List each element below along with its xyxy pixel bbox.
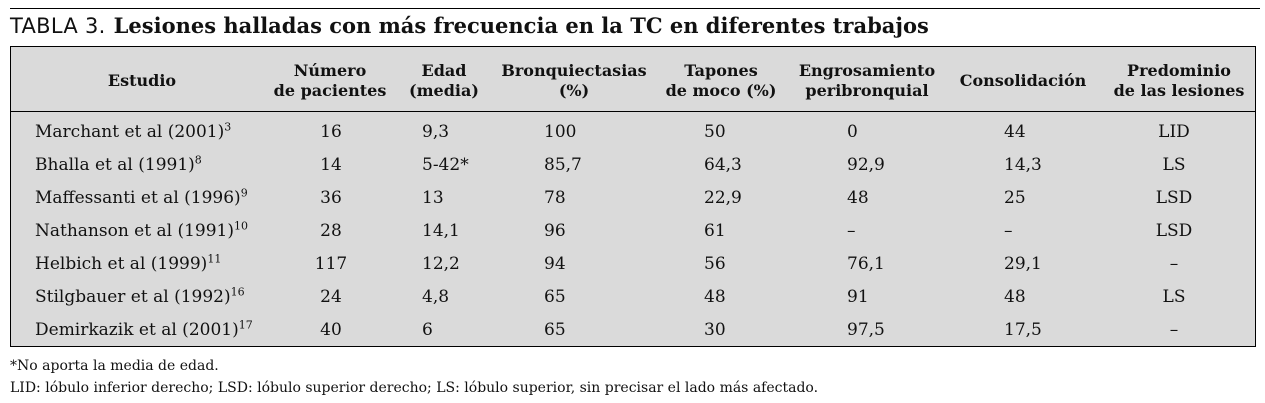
cell-consol: 29,1 [1004,254,1042,274]
header-line: Estudio [107,71,177,90]
cell-pred: LS [1162,155,1186,175]
cell-pacientes: 40 [320,320,342,340]
cell-edad: 12,2 [422,254,460,274]
cell-pred: – [1169,320,1179,340]
reference-number: 8 [194,153,202,167]
cell-bronq: 65 [544,320,566,340]
cell-consol: 25 [1004,188,1026,208]
cell-tapones: 22,9 [704,188,742,208]
row-estudio [35,319,253,341]
header-line: Número [293,61,367,80]
footnote-age: *No aporta la media de edad. [10,358,219,374]
cell-pacientes: 117 [314,254,348,274]
cell-pred: LID [1158,122,1190,142]
header-separator [11,111,1255,112]
reference-number: 17 [238,318,253,332]
footnote-abbreviations: LID: lóbulo inferior derecho; LSD: lóbulo superior derecho; LS: lóbulo superior, sin precisar el lado más afectado. [10,380,819,396]
table-label: TABLA 3. [10,14,106,38]
estudio-name: Marchant et al (2001) [35,122,225,142]
reference-number: 3 [224,120,232,134]
row-estudio [35,187,248,209]
estudio-name: Nathanson et al (1991) [35,221,234,241]
top-rule [10,8,1260,9]
cell-consol: 17,5 [1004,320,1042,340]
estudio-name: Demirkazik et al (2001) [35,320,239,340]
cell-bronq: 85,7 [544,155,582,175]
cell-engros: 92,9 [847,155,885,175]
cell-bronq: 96 [544,221,566,241]
header-line: Predominio [1127,61,1231,80]
cell-bronq: 65 [544,287,566,307]
header-line: de pacientes [273,81,387,100]
cell-pacientes: 14 [320,155,342,175]
cell-engros: – [847,221,856,241]
cell-edad: 14,1 [422,221,460,241]
row-estudio [35,154,202,176]
cell-edad: 4,8 [422,287,450,307]
table-title [10,13,929,39]
header-predominio [1089,61,1265,101]
cell-pacientes: 28 [320,221,342,241]
header-line: Consolidación [959,71,1087,90]
header-line: (media) [409,81,479,100]
cell-tapones: 56 [704,254,726,274]
cell-tapones: 48 [704,287,726,307]
estudio-name: Bhalla et al (1991) [35,155,195,175]
row-estudio [35,286,245,308]
cell-consol: 44 [1004,122,1026,142]
header-line: Bronquiectasias [501,61,647,80]
reference-number: 10 [234,219,248,233]
header-line: (%) [558,81,590,100]
cell-tapones: 30 [704,320,726,340]
estudio-name: Stilgbauer et al (1992) [35,287,231,307]
cell-engros: 76,1 [847,254,885,274]
cell-bronq: 78 [544,188,566,208]
header-line: Engrosamiento [798,61,936,80]
cell-engros: 0 [847,122,858,142]
row-estudio [35,253,221,275]
header-line: de las lesiones [1113,81,1245,100]
cell-pred: LSD [1155,188,1193,208]
cell-edad: 9,3 [422,122,450,142]
cell-bronq: 94 [544,254,566,274]
header-line: Edad [421,61,467,80]
row-estudio [35,220,248,242]
cell-pacientes: 16 [320,122,342,142]
cell-engros: 97,5 [847,320,885,340]
cell-edad: 6 [422,320,433,340]
header-consolidacion [933,71,1113,91]
cell-tapones: 61 [704,221,726,241]
cell-pred: – [1169,254,1179,274]
reference-number: 9 [240,186,248,200]
estudio-name: Helbich et al (1999) [35,254,208,274]
cell-edad: 5-42* [422,155,469,175]
header-line: peribronquial [805,81,929,100]
header-estudio [52,71,232,91]
cell-pacientes: 36 [320,188,342,208]
cell-edad: 13 [422,188,444,208]
header-engrosamiento [777,61,957,101]
cell-engros: 48 [847,188,869,208]
cell-pred: LS [1162,287,1186,307]
cell-pacientes: 24 [320,287,342,307]
header-line: de moco (%) [665,81,777,100]
cell-consol: 14,3 [1004,155,1042,175]
reference-number: 16 [230,285,245,299]
header-line: Tapones [684,61,758,80]
reference-number: 11 [207,252,222,266]
cell-tapones: 64,3 [704,155,742,175]
data-table [10,46,1256,347]
cell-bronq: 100 [544,122,577,142]
cell-consol: – [1004,221,1013,241]
cell-tapones: 50 [704,122,726,142]
table-caption: Lesiones halladas con más frecuencia en la TC en diferentes trabajos [113,13,929,38]
row-estudio [35,121,231,143]
cell-pred: LSD [1155,221,1193,241]
estudio-name: Maffessanti et al (1996) [35,188,241,208]
cell-engros: 91 [847,287,869,307]
cell-consol: 48 [1004,287,1026,307]
